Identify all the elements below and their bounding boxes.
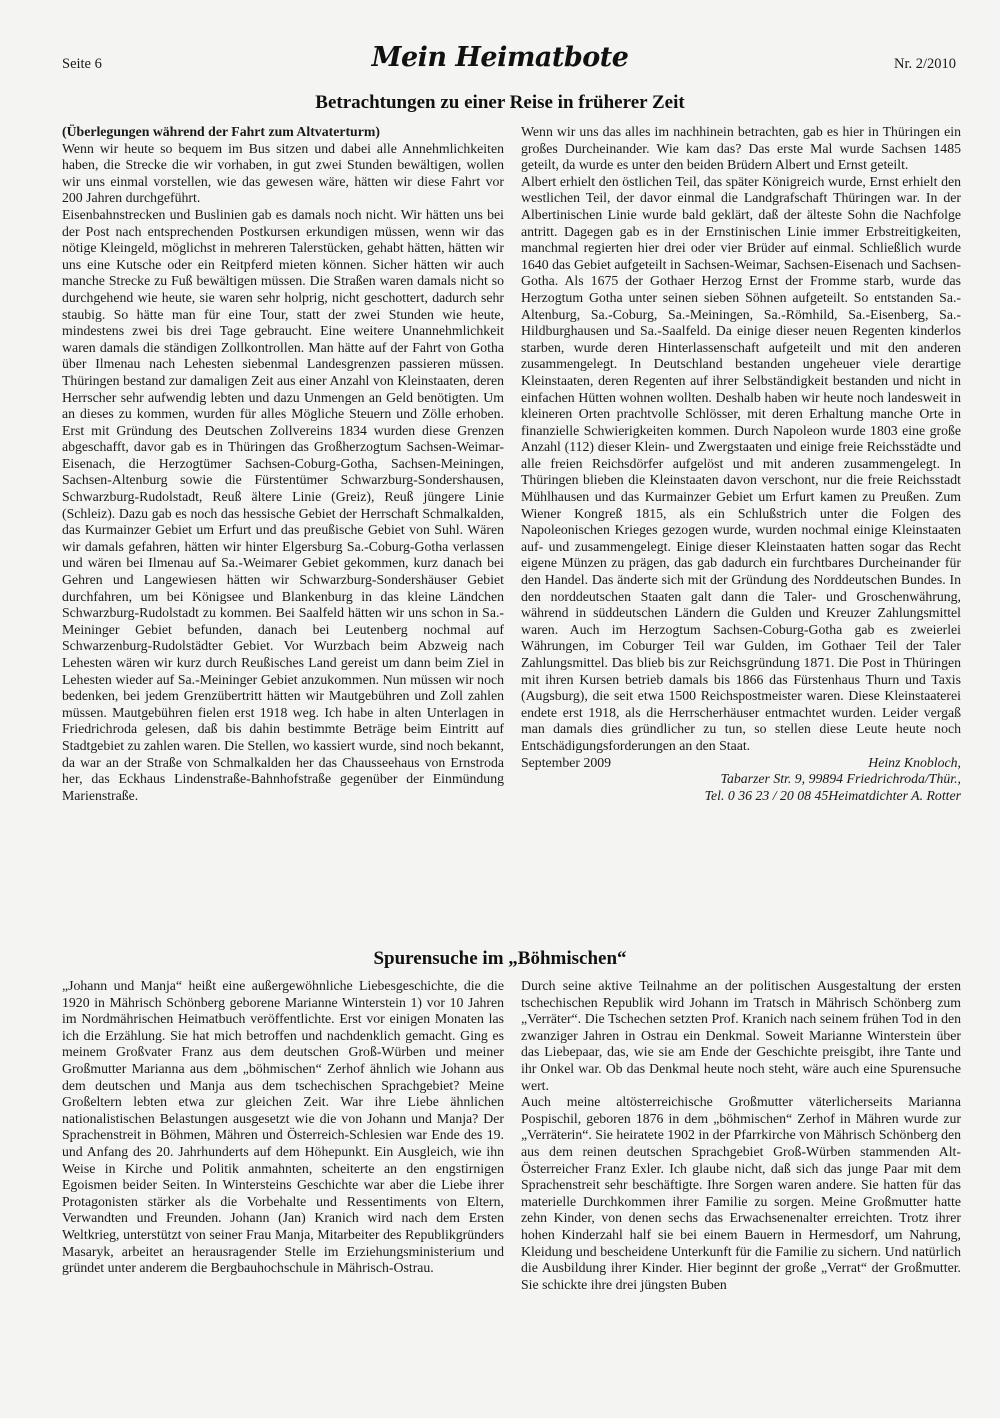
article1-signature xyxy=(521,755,961,805)
article1-subtitle: (Überlegungen während der Fahrt zum Altvaterturm) xyxy=(62,124,380,139)
article1-date: September 2009 xyxy=(521,754,612,770)
article2-title: Spurensuche im „Böhmischen“ xyxy=(373,948,627,969)
article2-column-right xyxy=(521,978,961,1293)
article2-paragraph: Durch seine aktive Teilnahme an der politischen Ausgestaltung der ersten tschechischen Republik wird Johann im Tratsch in Mährisch Schönberg zum „Verräter“. Die Tschechen setzten Prof. Kranich nach seinem frühen Tod in den zwanziger Jahren in Ostrau ein Denkmal. Soweit Marianne Winterstein über das Liebepaar, das, wie sie am Ende der Geschichte preisgibt, ihre Tante und ihr Onkel war. Ob das Denkmal heute noch steht, wäre auch eine Spurensuche wert. xyxy=(521,978,961,1093)
article1-paragraph: Albert erhielt den östlichen Teil, das später Königreich wurde, Ernst erhielt den westlichen Teil, der davor einmal die Landgrafschaft Thüringen war. In der Albertinischen Linie wurde bald geklärt, daß der älteste Sohn die Nachfolge antritt. Dagegen gab es in der Ernstinischen Linie immer Erbstreitigkeiten, manchmal regierten hier drei oder vier Brüder auf einmal. Schließlich wurde 1640 das Gebiet aufgeteilt in Sachsen-Weimar, Sachsen-Eisenach und Sachsen-Gotha. Als 1675 der Gothaer Herzog Ernst der Fromme starb, wurde das Herzogtum Gotha unter seinen sieben Söhnen aufgeteilt. So entstanden Sa.-Altenburg, Sa.-Coburg, Sa.-Meiningen, Sa.-Römhild, Sa.-Eisenberg, Sa.-Hildburghausen und Sa.-Saalfeld. Da einige dieser neuen Regenten kinderlos starben, wurde deren Hinterlassenschaft aufgeteilt und mit den anderen zusammengelegt. In Deutschland bestanden ungeheuer viele derartige Kleinstaaten, deren Regenten auf ihrer Selbständigkeit bestanden und nicht in einfachen Hütten wohnen wollten. Deshalb haben wir heute noch landesweit in kleineren Orten prachtvolle Schlösser, mit deren Erhaltung manche Orte in finanzielle Schwierigkeiten kommen. Durch Napoleon wurde 1803 eine große Anzahl (112) dieser Klein- und Zwergstaaten und einige freie Reichsstädte und alle freien Reichsdörfer aufgelöst und mit anderen zusammengelegt. In Thüringen blieben die Kleinstaaten davon verschont, nur die freie Reichsstadt Mühlhausen und das Kurmainzer Gebiet um Erfurt kamen zu Preußen. Zum Wiener Kongreß 1815, als ein Schlußstrich unter die Folgen des Napoleonischen Krieges gezogen wurde, wurden nochmal einige Kleinstaaten auf- und zusammengelegt. Einige dieser Kleinstaaten hatten sogar das Recht eigene Münzen zu prägen, das gab dadurch ein furchtbares Durcheinander für den Handel. Das änderte sich mit der Gründung des Norddeutschen Bundes. In den norddeutschen Staaten galt dann die Taler- und Groschenwährung, während in süddeutschen Ländern die Gulden und Kreuzer Zahlungsmittel waren. Auch im Herzogtum Sachsen-Coburg-Gotha gab es zweierlei Währungen, im Coburger Teil war Gulden, im Gothaer Teil der Taler Zahlungsmittel. Das blieb bis zur Reichsgründung 1871. Die Post in Thüringen mit ihren Kursen betrieb damals bis 1866 das Fürstenhaus Thurn und Taxis (Augsburg), die seit etwa 1500 Reichspostmeister waren. Diese Kleinstaaterei endete erst 1918, als die Herrscherhäuser entmachtet wurden. Leider vergaß man damals dies gründlicher zu tun, so stellen diese Leute heute noch Entschädigungsforderungen an den Staat. xyxy=(521,173,961,753)
article1-author: Heinz Knobloch, xyxy=(868,754,961,770)
article2-paragraph: „Johann und Manja“ heißt eine außergewöhnliche Liebesgeschichte, die die 1920 in Mährisch Schönberg geborene Marianne Winterstein 1) vor 10 Jahren im Nordmährischen Heimatbuch veröffentlichte. Erst vor einigen Monaten las ich die Erzählung. Sie hat mich betroffen und nachdenklich gemacht. Ging es meinem Großvater Franz aus dem deutschen Groß-Würben und meiner Großmutter Marianna aus dem „böhmischen“ Zerhof ähnlich wie Johann aus dem deutschen und Manja aus dem tschechischen Sprachgebiet? Meine Großeltern lebten etwa zur gleichen Zeit. War ihre Liebe ähnlichen nationalistischen Belastungen ausgesetzt wie die von Johann und Manja? Der Sprachenstreit in Böhmen, Mähren und Österreich-Schlesien war Ende des 19. und Anfang des 20. Jahrhunderts auf dem Höhepunkt. Ein Ausgleich, wie ihn Weise in Kirche und Politik anmahnten, scheiterte an den engstirnigen Egoismen beider Seiten. In Wintersteins Geschichte war aber die Liebe ihrer Protagonisten stärker als die Vorbehalte und Ressentiments von Eltern, Verwandten und Freunden. Johann (Jan) Kranich wird nach dem Ersten Weltkrieg, unterstützt von seiner Frau Manja, Mitarbeiter des Republikgründers Masaryk, arbeitet an herausragender Stelle im Erziehungsministerium und gründet unter anderem die Bergbauhochschule in Mährisch-Ostrau. xyxy=(62,978,504,1276)
article1-paragraph: Wenn wir uns das alles im nachhinein betrachten, gab es hier in Thüringen ein großes Durcheinander. Wie kam das? Das erste Mal wurde Sachsen 1485 geteilt, da wurde es unter den beiden Brüdern Albert und Ernst geteilt. xyxy=(521,124,961,173)
article1-address: Tabarzer Str. 9, 99894 Friedrichroda/Thür., xyxy=(720,771,961,787)
article2-paragraph: Auch meine altösterreichische Großmutter väterlicherseits Marianna Pospischil, geboren 1876 in dem „böhmischen“ Zerhof in Mähren wurde zur „Verräterin“. Sie heiratete 1902 in der Pfarrkirche von Mährisch Schönberg den aus dem reinen deutschen Sprachgebiet Groß-Würben stammenden Alt-Österreicher Franz Exler. Ich glaube nicht, daß sich das junge Paar mit dem Sprachenstreit sehr beschäftigte. Ihre Sorgen waren andere. Sie hatten für das materielle Durchkommen ihrer Familie zu sorgen. Meine Großmutter hatte zehn Kinder, von denen sechs das Erwachsenenalter erreichten. Trotz ihrer hohen Kinderzahl half sie bei einem Bauern in Hermesdorf, um Nahrung, Kleidung und bescheidene Unterkunft für die Familie zu sichern. Und natürlich die Ausbildung ihrer Kinder. Hier beginnt der große „Verrat“ der Großmutter. Sie schickte ihre drei jüngsten Buben xyxy=(521,1094,961,1292)
article1-phone: Tel. 0 36 23 / 20 08 45Heimatdichter A. Rotter xyxy=(704,787,961,803)
article1-column-right xyxy=(521,124,961,804)
issue-number: Nr. 2/2010 xyxy=(893,56,956,72)
article2-column-left xyxy=(62,978,504,1277)
page-number: Seite 6 xyxy=(62,56,102,72)
article1-paragraph: Eisenbahnstrecken und Buslinien gab es damals noch nicht. Wir hätten uns bei der Post nach entsprechenden Postkursen erkundigen müssen, wenn wir das nötige Kleingeld, möglichst in mehreren Talerstücken, gehabt hätten, hätten wir uns eine Kutsche oder ein Reitpferd mieten können. Sicher hätten wir auch manche Strecke zu Fuß bewältigen müssen. Die Straßen waren damals nicht so durchgehend wie heute, sie waren sehr holprig, nicht geschottert, dadurch sehr staubig. So hätte man für eine Tour, statt der zwei Stunden wie heute, mindestens zwei bis drei Tage gebraucht. Eine weitere Unannehmlichkeit waren damals die ständigen Zollkontrollen. Man hätte auf der Fahrt von Gotha über Ilmenau nach Lehesten siebenmal Landesgrenzen passieren müssen. Thüringen bestand zur damaligen Zeit aus einer Anzahl von Kleinstaaten, deren Herrscher sehr aufwendig lebten und dazu Unmengen an Geld benötigten. Um an dieses zu kommen, wurden für alles Mögliche Steuern und Zölle erhoben. Erst mit Gründung des Deutschen Zollvereins 1834 wurden diese Grenzen abgeschafft, davor gab es in Thüringen das Großherzogtum Sachsen-Weimar-Eisenach, die Herzogtümer Sachsen-Coburg-Gotha, Sachsen-Meiningen, Sachsen-Altenburg sowie die Fürstentümer Schwarzburg-Sondershausen, Schwarzburg-Rudolstadt, Reuß ältere Linie (Greiz), Reuß jüngere Linie (Schleiz). Dazu gab es noch das hessische Gebiet der Herrschaft Schmalkalden, das Kurmainzer Gebiet um Erfurt und das preußische Gebiet von Suhl. Wären wir damals gefahren, hätten wir hinter Elgersburg Sa.-Coburg-Gotha verlassen und wären bei Ilmenau auf Sa.-Weimarer Gebiet gekommen, kurz danach bei Gehren und Langewiesen hätten wir Schwarzburg-Sondershäuser Gebiet durchfahren, um bei Königsee und Blankenburg in das kleine Ländchen Schwarzburg-Rudolstadt zu kommen. Bei Saalfeld hätten wir uns schon in Sa.-Meininger Gebiet befunden, danach bei Leutenberg nochmal auf Schwarzenburg-Rudolstädter Gebiet. Vor Wurzbach beim Abzweig nach Lehesten wären wir kurz durch Reußisches Land gereist um dann beim Ziel in Lehesten wieder auf Sa.-Meininger Gebiet anzukommen. Nun müssen wir noch bedenken, bei jedem Grenzübertritt hätten wir Mautgebühren und Zoll zahlen müssen. Mautgebühren fielen erst 1918 weg. Ich habe in alten Unterlagen in Friedrichroda gelesen, daß bis dahin bestimmte Beträge beim Eintritt auf Stadtgebiet zu zahlen waren. Die Stellen, wo kassiert wurde, sind noch bekannt, da war an der Straße von Schmalkalden her das Chausseehaus von Ernstroda her, das Eckhaus Lindenstraße-Bahnhofstraße gegenüber der Einmündung Marienstraße. xyxy=(62,206,504,803)
article1-column-left xyxy=(62,124,504,804)
masthead-logo: Mein Heimatbote xyxy=(371,42,629,73)
article1-paragraph: Wenn wir heute so bequem im Bus sitzen und dabei alle Annehmlichkeiten haben, die Strecke die wir vorhaben, in gut zwei Stunden bewältigen, wollen wir uns einmal vorstellen, wie das gewesen wäre, hätten wir diese Fahrt vor 200 Jahren durchgeführt. xyxy=(62,140,504,206)
article1-title: Betrachtungen zu einer Reise in früherer Zeit xyxy=(315,92,685,113)
